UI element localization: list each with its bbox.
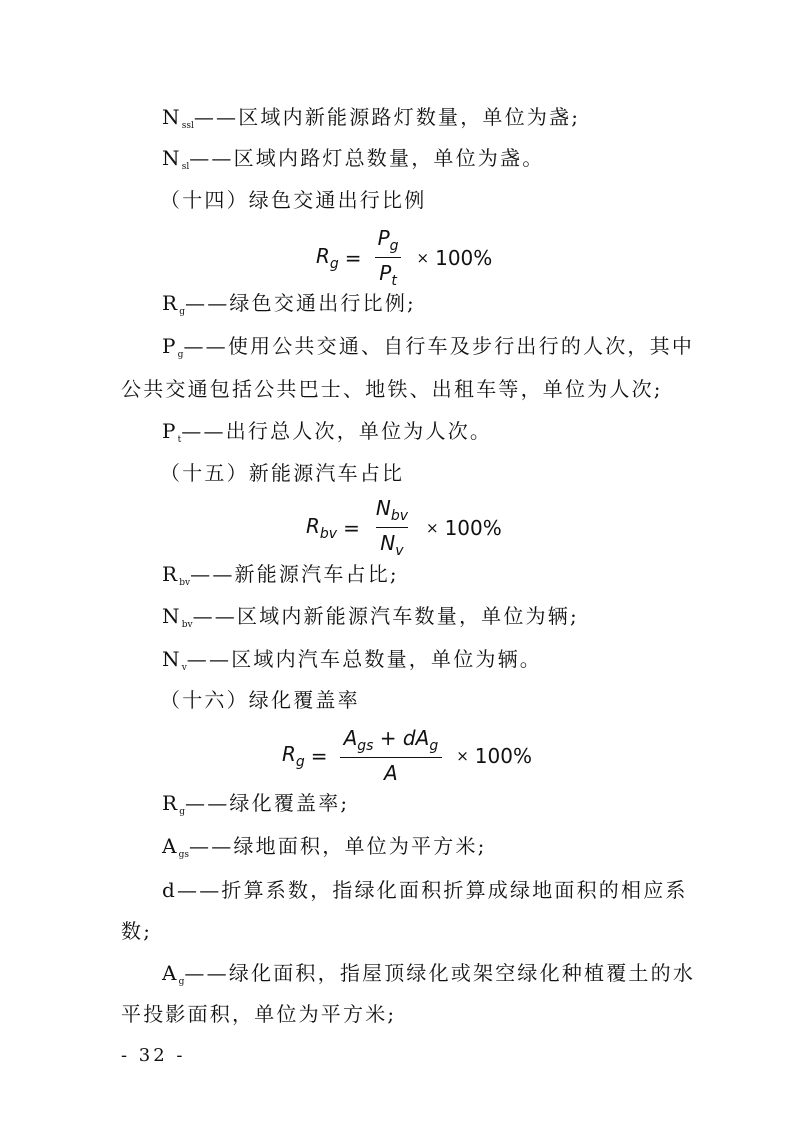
symbol: R	[162, 791, 180, 815]
def-ag-cont: 平投影面积，单位为平方米;	[121, 1002, 397, 1026]
percent-value: 100%	[474, 743, 532, 768]
symbol: N	[162, 604, 182, 628]
symbol-sub: bv	[179, 578, 191, 588]
page-number: - 32 -	[121, 1045, 186, 1066]
symbol: R	[162, 291, 180, 315]
def-pg	[162, 333, 694, 368]
definition-text: ——区域内汽车总数量，单位为辆。	[186, 647, 542, 671]
symbol: A	[162, 961, 179, 985]
def-nv	[162, 646, 542, 681]
def-ags	[162, 833, 487, 868]
def-ag	[162, 960, 695, 995]
symbol-sub: g	[179, 307, 186, 317]
formula-green-coverage	[282, 726, 532, 785]
definition-text: ——绿化面积，指屋顶绿化或架空绿化种植覆土的水	[184, 961, 696, 985]
lhs-sub: g	[329, 255, 339, 272]
symbol-sub: sl	[181, 162, 190, 172]
definition-text: ——使用公共交通、自行车及步行出行的人次，其中	[183, 334, 695, 358]
denominator: A	[340, 757, 443, 785]
def-rbv	[162, 561, 399, 596]
denominator: $N_v$	[376, 527, 407, 559]
definition-text: ——出行总人次，单位为人次。	[181, 419, 493, 443]
formula-new-energy-vehicle	[306, 496, 502, 559]
symbol-sub: bv	[181, 620, 193, 630]
symbol: A	[162, 834, 179, 858]
equals-sign: =	[344, 245, 362, 270]
section-heading-15: （十五）新能源汽车占比	[160, 461, 405, 485]
lhs: R	[282, 741, 296, 766]
definition-text: ——绿化覆盖率;	[185, 791, 350, 815]
lhs-sub: g	[295, 753, 305, 770]
symbol-sub: t	[177, 435, 182, 445]
definition-text: ——绿地面积，单位为平方米;	[189, 834, 487, 858]
def-nsl	[162, 145, 544, 180]
lhs: R	[316, 243, 330, 268]
definition-text: ——新能源汽车占比;	[190, 562, 399, 586]
definition-text: ——区域内路灯总数量，单位为盏。	[189, 146, 545, 170]
denominator: $P_t$	[375, 257, 401, 289]
numerator: $P_g$	[377, 226, 399, 254]
symbol-sub: v	[181, 663, 187, 673]
symbol-sub: gs	[178, 850, 190, 860]
def-d: d——折算系数，指绿化面积折算成绿地面积的相应系	[162, 878, 688, 902]
symbol-sub: g	[177, 350, 184, 360]
times-sign: ×	[456, 746, 469, 765]
equals-sign: =	[310, 743, 328, 768]
section-heading-14: （十四）绿色交通出行比例	[160, 188, 427, 212]
symbol: N	[162, 647, 182, 671]
lhs-sub: bv	[319, 525, 338, 542]
times-sign: ×	[416, 248, 430, 267]
symbol: P	[162, 334, 178, 358]
definition-text: ——绿色交通出行比例;	[185, 291, 416, 315]
equals-sign: =	[343, 515, 360, 540]
fraction	[340, 726, 443, 785]
percent-value: 100%	[444, 515, 502, 540]
symbol-sub: ssl	[181, 121, 194, 131]
formula-green-travel	[316, 226, 492, 289]
definition-text: ——区域内新能源汽车数量，单位为辆;	[192, 604, 579, 628]
def-rg-coverage	[162, 790, 349, 825]
symbol: P	[162, 419, 178, 443]
def-rg	[162, 290, 416, 325]
fraction	[372, 496, 412, 559]
def-nssl	[162, 104, 580, 139]
symbol: N	[162, 146, 182, 170]
section-heading-16: （十六）绿化覆盖率	[160, 688, 360, 712]
symbol-sub: g	[179, 807, 186, 817]
times-sign: ×	[425, 518, 439, 537]
fraction	[374, 226, 403, 289]
symbol: N	[162, 105, 182, 129]
def-nbv	[162, 603, 579, 638]
percent-value: 100%	[435, 245, 493, 270]
def-pg-cont: 公共交通包括公共巴士、地铁、出租车等，单位为人次;	[121, 377, 663, 401]
numerator: $A_{gs} + dA_g$	[343, 726, 439, 754]
numerator: $N_{bv}$	[375, 496, 408, 524]
def-pt	[162, 418, 492, 453]
symbol-sub: g	[178, 977, 185, 987]
def-d-cont: 数;	[121, 919, 153, 943]
symbol: R	[162, 562, 180, 586]
lhs: R	[306, 513, 320, 538]
definition-text: ——区域内新能源路灯数量，单位为盏;	[193, 105, 581, 129]
